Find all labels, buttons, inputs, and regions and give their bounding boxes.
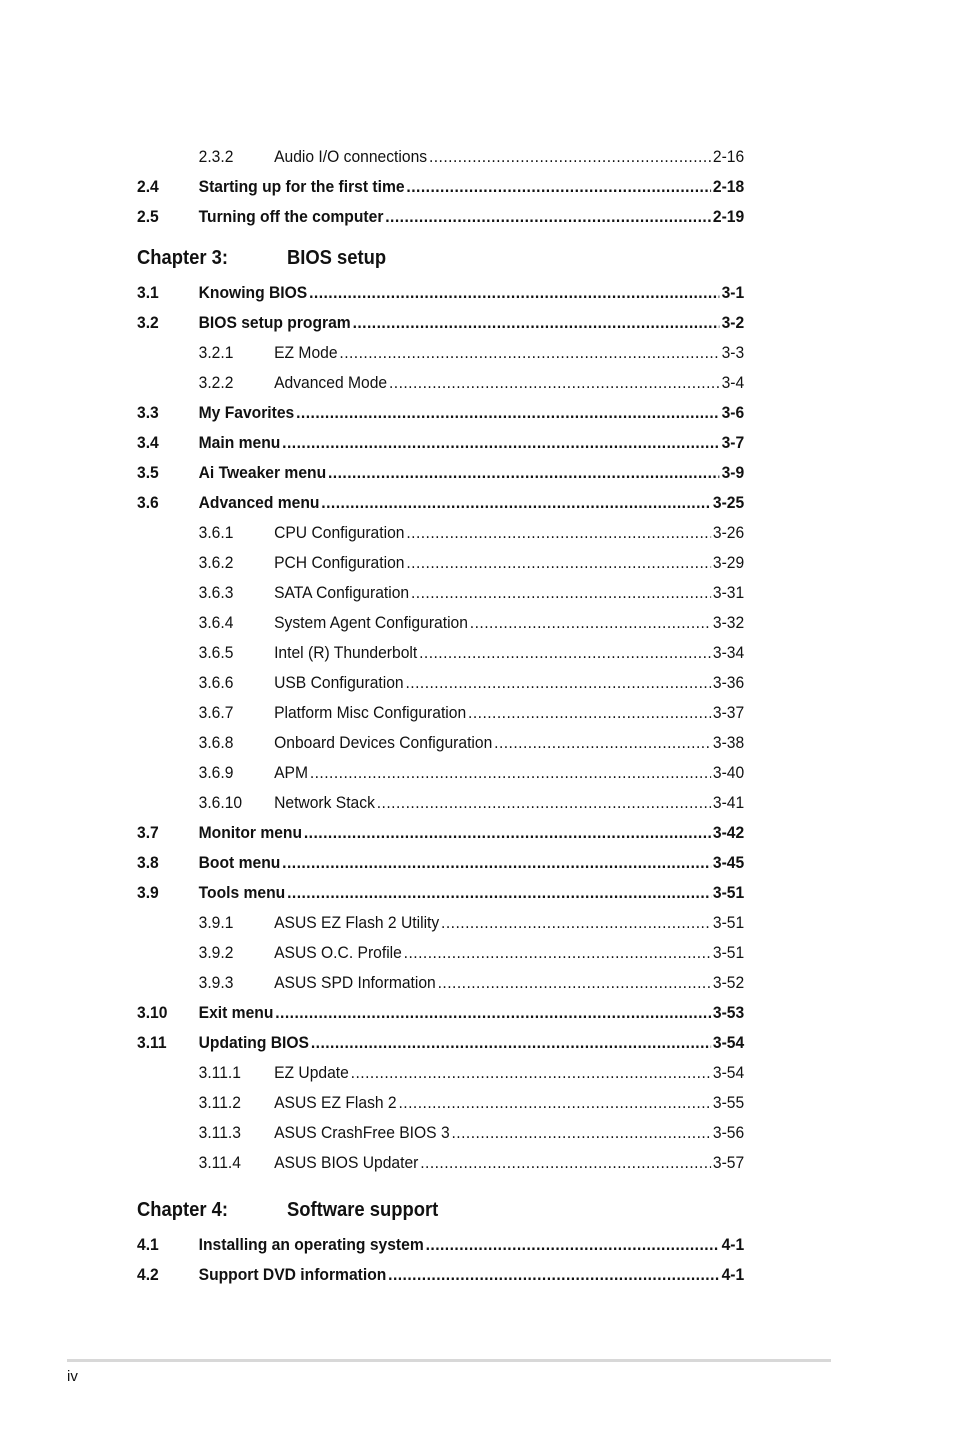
toc-entry-page: 3-36 — [712, 673, 745, 692]
leader-dots — [304, 819, 711, 846]
toc-entry-title: ASUS EZ Flash 2 — [274, 1093, 397, 1112]
leader-dots — [438, 969, 711, 996]
toc-entry-line — [274, 549, 744, 576]
toc-entry-line — [274, 729, 744, 756]
leader-dots — [353, 309, 720, 336]
toc-entry-number: 3.11.2 — [198, 1093, 241, 1112]
toc-entry-page: 3-54 — [712, 1063, 745, 1082]
toc-entry-number: 3.10 — [137, 1003, 168, 1022]
toc-entry-number: 3.3 — [137, 403, 159, 422]
toc-entry[interactable] — [137, 1261, 744, 1291]
toc-entry-title: Support DVD information — [198, 1265, 387, 1284]
toc-entry-page: 3-32 — [712, 613, 745, 632]
leader-dots — [296, 399, 720, 426]
toc-entry[interactable] — [137, 969, 744, 999]
toc-entry-page: 3-40 — [712, 763, 745, 782]
toc-entry[interactable] — [137, 609, 744, 639]
toc-entry-number: 3.6.8 — [198, 733, 234, 752]
toc-entry-line — [274, 639, 744, 666]
toc-entry-line — [199, 489, 745, 516]
toc-entry-number: 3.6.2 — [198, 553, 234, 572]
toc-entry-title: Turning off the computer — [198, 207, 384, 226]
toc-entry-title: My Favorites — [198, 403, 295, 422]
toc-entry-number: 3.2 — [137, 313, 159, 332]
toc-entry-line — [274, 339, 744, 366]
leader-dots — [339, 339, 719, 366]
toc-entry-page: 3-7 — [721, 433, 745, 452]
toc-entry-line — [274, 369, 744, 396]
toc-entry[interactable] — [137, 203, 744, 233]
toc-entry-page: 3-41 — [712, 793, 745, 812]
toc-entry-page: 3-51 — [712, 943, 745, 962]
toc-entry[interactable] — [137, 1149, 744, 1179]
toc-entry-title: Ai Tweaker menu — [198, 463, 327, 482]
toc-entry-line — [274, 1059, 744, 1086]
toc-entry-page: 3-4 — [721, 373, 745, 392]
toc-entry-title: ASUS EZ Flash 2 Utility — [274, 913, 440, 932]
leader-dots — [310, 759, 711, 786]
toc-entry[interactable] — [137, 879, 744, 909]
toc-entry-line — [199, 1231, 745, 1258]
toc-entry-title: Knowing BIOS — [198, 283, 308, 302]
toc-entry-number: 3.11.3 — [198, 1123, 241, 1142]
toc-entry-page: 3-55 — [712, 1093, 745, 1112]
toc-entry[interactable] — [137, 759, 744, 789]
toc-entry-number: 3.9 — [137, 883, 159, 902]
leader-dots — [470, 609, 711, 636]
toc-entry-title: BIOS setup program — [198, 313, 351, 332]
toc-entry-number: 3.5 — [137, 463, 159, 482]
toc-entry-number: 3.6.5 — [198, 643, 234, 662]
toc-entry-title: Advanced Mode — [274, 373, 388, 392]
toc-entry-page: 3-31 — [712, 583, 745, 602]
toc-entry-page: 3-42 — [712, 823, 745, 842]
toc-entry-line — [199, 999, 745, 1026]
toc-entry-title: ASUS CrashFree BIOS 3 — [274, 1123, 450, 1142]
leader-dots — [309, 279, 720, 306]
toc-entry-line — [199, 1261, 745, 1288]
leader-dots — [406, 173, 711, 200]
toc-entry-page: 3-54 — [712, 1033, 745, 1052]
toc-entry-title: ASUS O.C. Profile — [274, 943, 402, 962]
toc-entry-number: 4.1 — [137, 1235, 159, 1254]
toc-entry-title: PCH Configuration — [274, 553, 405, 572]
toc-entry-number: 3.9.2 — [198, 943, 234, 962]
toc-entry-line — [199, 459, 745, 486]
toc-entry[interactable] — [137, 639, 744, 669]
toc-entry[interactable] — [137, 459, 744, 489]
leader-dots — [328, 459, 720, 486]
toc-entry-line — [274, 609, 744, 636]
leader-dots — [321, 489, 711, 516]
toc-entry-page: 4-1 — [721, 1265, 745, 1284]
toc-entry[interactable] — [137, 1231, 744, 1261]
toc-entry-number: 3.4 — [137, 433, 159, 452]
toc-entry-number: 3.6 — [137, 493, 159, 512]
toc-entry-page: 3-51 — [712, 883, 745, 902]
toc-entry-title: Installing an operating system — [198, 1235, 424, 1254]
toc-entry-number: 3.6.9 — [198, 763, 234, 782]
leader-dots — [441, 909, 711, 936]
toc-entry-page: 3-29 — [712, 553, 745, 572]
leader-dots — [275, 999, 711, 1026]
toc-entry-page: 3-3 — [721, 343, 745, 362]
toc-entry-number: 3.6.4 — [198, 613, 234, 632]
toc-entry-title: ASUS SPD Information — [274, 973, 436, 992]
toc-entry-number: 3.6.3 — [198, 583, 234, 602]
toc-entry-number: 3.2.2 — [198, 373, 234, 392]
toc-entry[interactable] — [137, 309, 744, 339]
toc-entry-line — [199, 203, 745, 230]
leader-dots — [282, 849, 711, 876]
leader-dots — [420, 1149, 711, 1176]
toc-entry-number: 3.9.1 — [198, 913, 234, 932]
toc-entry-line — [274, 143, 744, 170]
toc-entry-page: 3-52 — [712, 973, 745, 992]
toc-entry-line — [274, 1149, 744, 1176]
toc-entry[interactable] — [137, 1059, 744, 1089]
toc-entry-number: 3.11.4 — [198, 1153, 241, 1172]
toc-entry-line — [274, 939, 744, 966]
toc-entry-page: 2-16 — [712, 147, 745, 166]
toc-entry[interactable] — [137, 999, 744, 1029]
toc-entry-line — [274, 1089, 744, 1116]
toc-entry-title: Advanced menu — [198, 493, 320, 512]
leader-dots — [385, 203, 711, 230]
leader-dots — [419, 639, 711, 666]
leader-dots — [411, 579, 711, 606]
footer-page-number: iv — [67, 1368, 78, 1385]
toc-entry-number: 3.6.6 — [198, 673, 234, 692]
leader-dots — [494, 729, 711, 756]
toc-entry-title: System Agent Configuration — [274, 613, 468, 632]
leader-dots — [404, 939, 711, 966]
toc-entry[interactable] — [137, 173, 744, 203]
toc-entry-number: 3.7 — [137, 823, 159, 842]
toc-section-chapter4 — [137, 1231, 797, 1291]
toc-entry-number: 3.8 — [137, 853, 159, 872]
toc-entry[interactable] — [137, 699, 744, 729]
toc-entry-title: Boot menu — [198, 853, 281, 872]
toc-section-chapter2 — [137, 143, 797, 233]
toc-entry-line — [199, 849, 745, 876]
toc-entry-title: Main menu — [198, 433, 281, 452]
toc-entry[interactable] — [137, 909, 744, 939]
chapter-label: Chapter 3: — [137, 247, 228, 269]
toc-entry-title: Platform Misc Configuration — [274, 703, 467, 722]
toc-entry-title: Monitor menu — [198, 823, 303, 842]
toc-entry[interactable] — [137, 429, 744, 459]
toc-entry-page: 3-56 — [712, 1123, 745, 1142]
toc-entry[interactable] — [137, 819, 744, 849]
table-of-contents — [137, 143, 797, 1291]
toc-entry-page: 3-9 — [721, 463, 745, 482]
toc-entry-line — [199, 279, 745, 306]
leader-dots — [406, 519, 711, 546]
chapter-heading — [137, 1185, 744, 1231]
toc-entry-line — [199, 819, 745, 846]
leader-dots — [429, 143, 711, 170]
toc-entry-title: Starting up for the first time — [198, 177, 405, 196]
toc-entry-number: 3.6.1 — [198, 523, 234, 542]
toc-entry[interactable] — [137, 143, 744, 173]
toc-entry-line — [274, 759, 744, 786]
toc-entry-page: 3-37 — [712, 703, 745, 722]
toc-entry-number: 3.6.10 — [198, 793, 243, 812]
leader-dots — [468, 699, 711, 726]
leader-dots — [282, 429, 720, 456]
leader-dots — [388, 1261, 720, 1288]
toc-entry-number: 2.3.2 — [198, 147, 234, 166]
toc-entry-page: 3-25 — [712, 493, 745, 512]
toc-entry-page: 3-2 — [721, 313, 745, 332]
toc-entry-title: ASUS BIOS Updater — [274, 1153, 419, 1172]
toc-entry-line — [274, 579, 744, 606]
toc-entry[interactable] — [137, 1029, 744, 1059]
chapter-heading — [137, 233, 744, 279]
toc-entry-line — [199, 309, 745, 336]
toc-entry[interactable] — [137, 1089, 744, 1119]
toc-entry-title: Exit menu — [198, 1003, 274, 1022]
toc-entry-title: APM — [274, 763, 308, 782]
toc-entry-page: 3-38 — [712, 733, 745, 752]
toc-entry[interactable] — [137, 519, 744, 549]
toc-entry-page: 3-1 — [721, 283, 745, 302]
toc-entry-line — [274, 519, 744, 546]
toc-entry-line — [274, 669, 744, 696]
toc-entry-title: Intel (R) Thunderbolt — [274, 643, 418, 662]
footer-divider — [67, 1359, 831, 1362]
toc-entry-page: 3-51 — [712, 913, 745, 932]
toc-entry-number: 3.11 — [137, 1033, 167, 1052]
toc-entry-page: 3-53 — [712, 1003, 745, 1022]
leader-dots — [405, 669, 711, 696]
toc-entry[interactable] — [137, 369, 744, 399]
toc-entry[interactable] — [137, 939, 744, 969]
toc-entry-line — [199, 173, 745, 200]
toc-entry-number: 3.11.1 — [198, 1063, 241, 1082]
toc-section-chapter3 — [137, 279, 797, 1179]
toc-entry-line — [274, 699, 744, 726]
toc-entry-page: 2-19 — [712, 207, 745, 226]
toc-entry[interactable] — [137, 849, 744, 879]
toc-entry-page: 3-45 — [712, 853, 745, 872]
toc-entry-number: 3.6.7 — [198, 703, 234, 722]
toc-entry-line — [274, 909, 744, 936]
toc-entry-number: 4.2 — [137, 1265, 159, 1284]
toc-entry-title: USB Configuration — [274, 673, 404, 692]
toc-entry-page: 3-26 — [712, 523, 745, 542]
toc-entry-number: 2.5 — [137, 207, 159, 226]
toc-entry[interactable] — [137, 279, 744, 309]
toc-entry[interactable] — [137, 789, 744, 819]
toc-entry-page: 3-57 — [712, 1153, 745, 1172]
chapter-title: Software support — [286, 1199, 439, 1221]
chapter-label: Chapter 4: — [137, 1199, 228, 1221]
toc-entry-line — [274, 969, 744, 996]
toc-entry[interactable] — [137, 669, 744, 699]
leader-dots — [398, 1089, 711, 1116]
toc-entry-line — [199, 429, 745, 456]
toc-entry-line — [199, 879, 745, 906]
toc-entry-title: SATA Configuration — [274, 583, 410, 602]
toc-entry-title: Onboard Devices Configuration — [274, 733, 493, 752]
toc-entry[interactable] — [137, 339, 744, 369]
leader-dots — [351, 1059, 711, 1086]
toc-entry-title: Network Stack — [274, 793, 375, 812]
toc-entry-line — [274, 789, 744, 816]
toc-entry-number: 3.1 — [137, 283, 159, 302]
toc-entry-title: CPU Configuration — [274, 523, 405, 542]
toc-entry-line — [274, 1119, 744, 1146]
toc-entry-page: 3-34 — [712, 643, 745, 662]
toc-entry[interactable] — [137, 1119, 744, 1149]
leader-dots — [451, 1119, 711, 1146]
toc-entry-title: Tools menu — [198, 883, 286, 902]
leader-dots — [406, 549, 711, 576]
leader-dots — [389, 369, 720, 396]
toc-entry-number: 2.4 — [137, 177, 159, 196]
toc-entry[interactable] — [137, 579, 744, 609]
toc-entry[interactable] — [137, 399, 744, 429]
toc-entry-page: 2-18 — [712, 177, 745, 196]
toc-entry-title: EZ Update — [274, 1063, 349, 1082]
toc-entry[interactable] — [137, 549, 744, 579]
toc-entry-page: 3-6 — [721, 403, 745, 422]
toc-entry[interactable] — [137, 489, 744, 519]
leader-dots — [426, 1231, 720, 1258]
toc-entry-line — [199, 1029, 745, 1056]
chapter-title: BIOS setup — [286, 247, 387, 269]
toc-entry[interactable] — [137, 729, 744, 759]
toc-entry-title: Audio I/O connections — [274, 147, 428, 166]
leader-dots — [377, 789, 711, 816]
toc-entry-page: 4-1 — [721, 1235, 745, 1254]
toc-entry-number: 3.9.3 — [198, 973, 234, 992]
toc-entry-title: Updating BIOS — [198, 1033, 309, 1052]
leader-dots — [287, 879, 711, 906]
toc-entry-line — [199, 399, 745, 426]
toc-entry-number: 3.2.1 — [198, 343, 234, 362]
toc-entry-title: EZ Mode — [274, 343, 338, 362]
leader-dots — [311, 1029, 711, 1056]
